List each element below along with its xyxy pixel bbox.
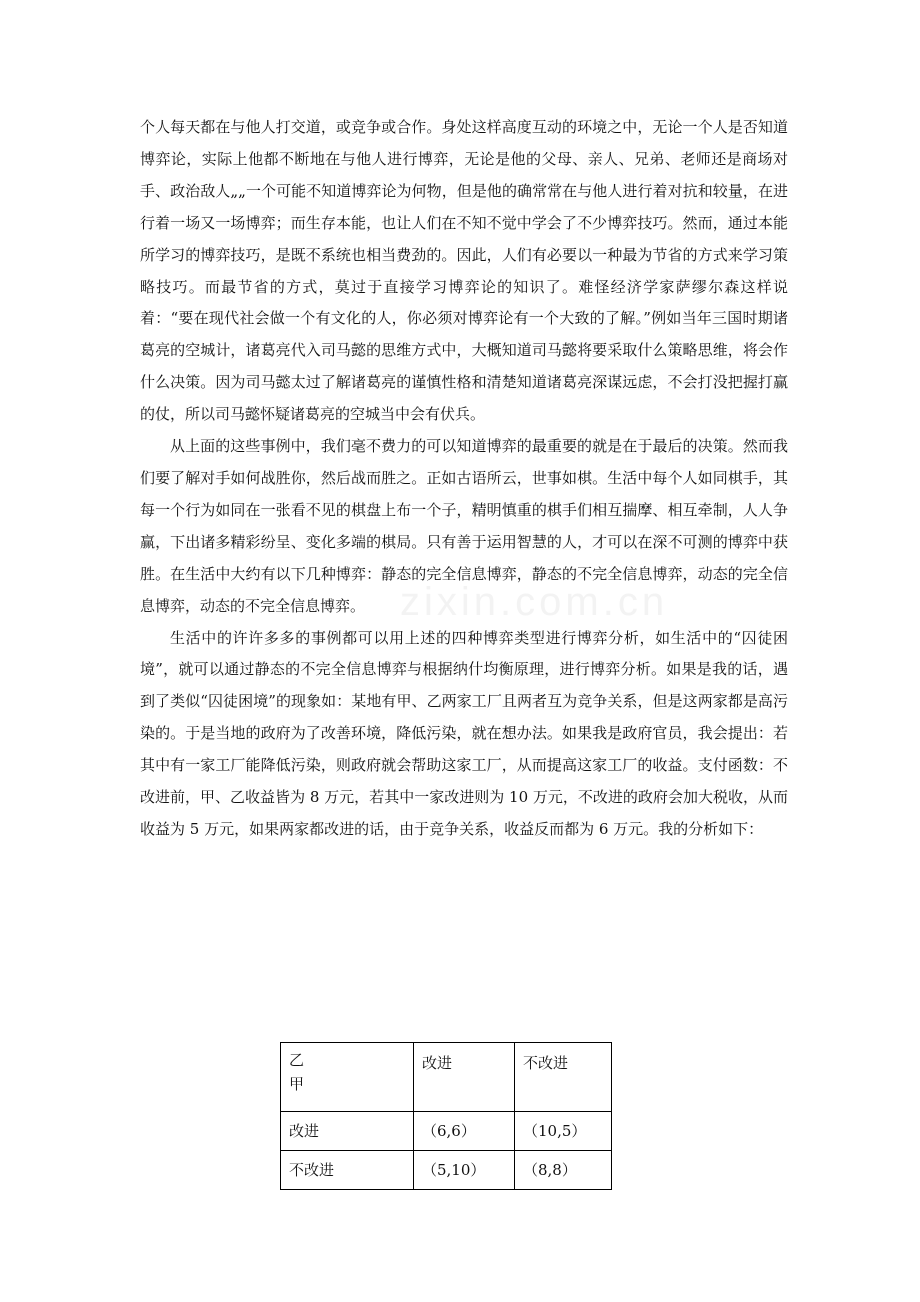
document-body	[140, 112, 788, 846]
payoff-table	[280, 1042, 612, 1190]
watermark: zixin.com.cn	[400, 580, 669, 624]
corner-label-yi: 乙	[289, 1051, 305, 1069]
table-corner-cell	[281, 1043, 414, 1112]
corner-label-jia: 甲	[289, 1075, 305, 1093]
col-header-improve: 改进	[414, 1043, 515, 1112]
table-header-row	[281, 1043, 612, 1112]
table-row	[281, 1112, 612, 1151]
payoff-cell: （8,8）	[515, 1151, 612, 1190]
payoff-cell: （10,5）	[515, 1112, 612, 1151]
payoff-cell: （6,6）	[414, 1112, 515, 1151]
row-label-improve: 改进	[281, 1112, 414, 1151]
paragraph-2: 从上面的这些事例中，我们毫不费力的可以知道博弈的最重要的就是在于最后的决策。然而我们要了解对手如何战胜你，然后战而胜之。正如古语所云，世事如棋。生活中每个人如同棋手，其每一个行为如同在一张看不见的棋盘上布一个子，精明慎重的棋手们相互揣摩、相互牵制，人人争赢，下出诸多精彩纷呈、变化多端的棋局。只有善于运用智慧的人，才可以在深不可测的博弈中获胜。在生活中大约有以下几种博弈：静态的完全信息博弈，静态的不完全信息博弈，动态的完全信息博弈，动态的不完全信息博弈。	[140, 437, 788, 615]
table-row	[281, 1151, 612, 1190]
row-label-not-improve: 不改进	[281, 1151, 414, 1190]
payoff-cell: （5,10）	[414, 1151, 515, 1190]
paragraph-1: 个人每天都在与他人打交道，或竞争或合作。身处这样高度互动的环境之中，无论一个人是否知道博弈论，实际上他都不断地在与他人进行博弈，无论是他的父母、亲人、兄弟、老师还是商场对手、政治敌人„„一个可能不知道博弈论为何物，但是他的确常常在与他人进行着对抗和较量，在进行着一场又一场博弈；而生存本能，也让人们在不知不觉中学会了不少博弈技巧。然而，通过本能所学习的博弈技巧，是既不系统也相当费劲的。因此，人们有必要以一种最为节省的方式来学习策略技巧。而最节省的方式，莫过于直接学习博弈论的知识了。难怪经济学家萨缪尔森这样说着：“要在现代社会做一个有文化的人，你必须对博弈论有一个大致的了解。”例如当年三国时期诸葛亮的空城计，诸葛亮代入司马懿的思维方式中，大概知道司马懿将要采取什么策略思维，将会作什么决策。因为司马懿太过了解诸葛亮的谨慎性格和清楚知道诸葛亮深谋远虑，不会打没把握打赢的仗，所以司马懿怀疑诸葛亮的空城当中会有伏兵。	[140, 118, 788, 424]
col-header-not-improve: 不改进	[515, 1043, 612, 1112]
paragraph-3: 生活中的许许多多的事例都可以用上述的四种博弈类型进行博弈分析，如生活中的“囚徒困境”，就可以通过静态的不完全信息博弈与根据纳什均衡原理，进行博弈分析。如果是我的话，遇到了类似“囚徒困境”的现象如：某地有甲、乙两家工厂且两者互为竞争关系，但是这两家都是高污染的。于是当地的政府为了改善环境，降低污染，就在想办法。如果我是政府官员，我会提出：若其中有一家工厂能降低污染，则政府就会帮助这家工厂，从而提高这家工厂的收益。支付函数：不改进前，甲、乙收益皆为 8 万元，若其中一家改进则为 10 万元，不改进的政府会加大税收，从而收益为 5 万元，如果两家都改进的话，由于竞争关系，收益反而都为 6 万元。我的分析如下：	[140, 628, 788, 838]
